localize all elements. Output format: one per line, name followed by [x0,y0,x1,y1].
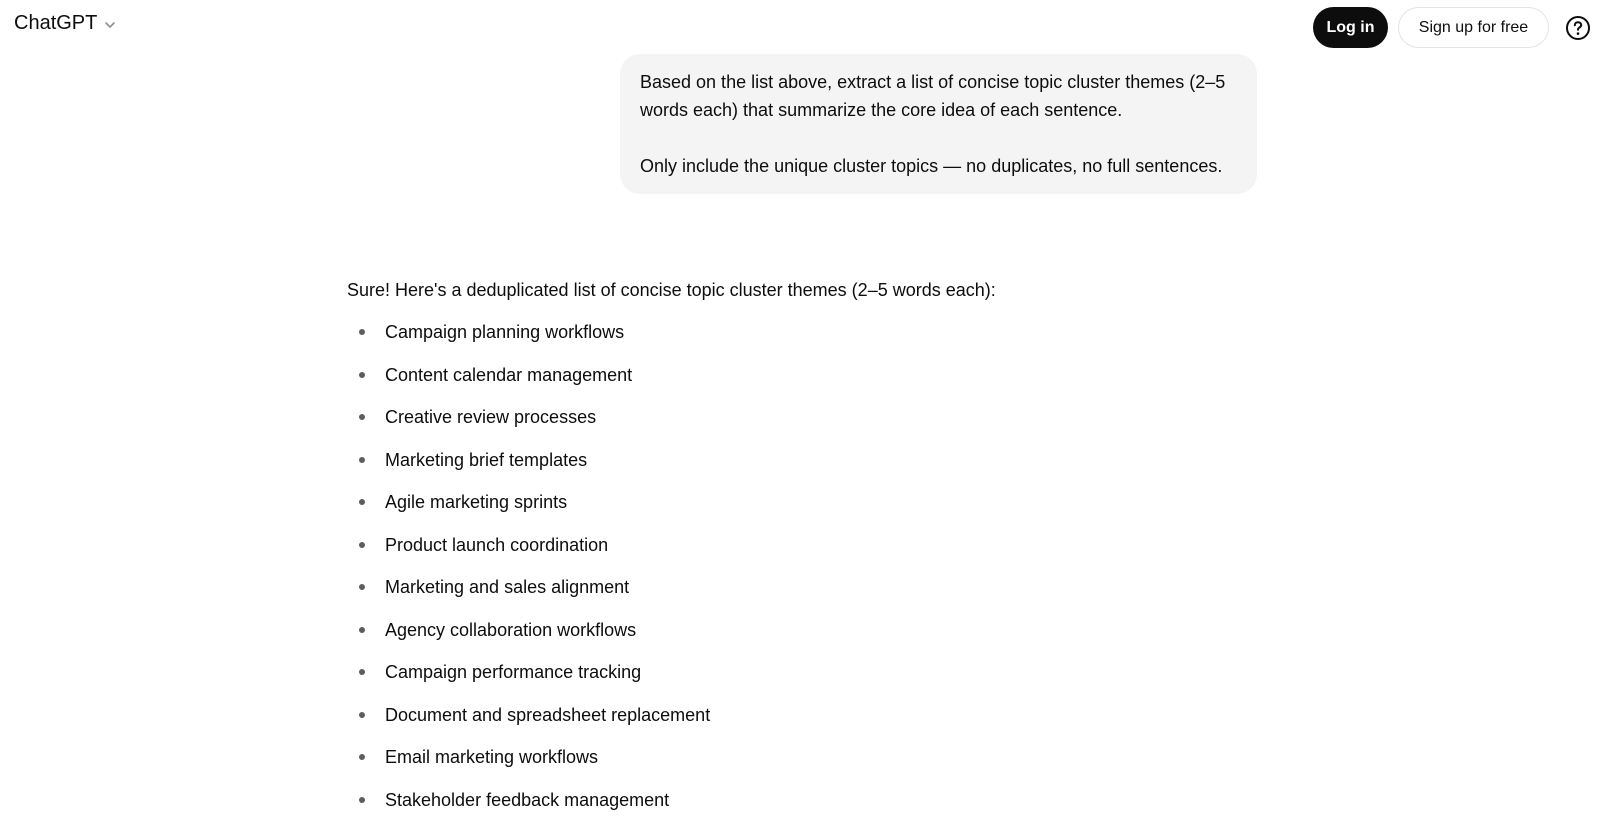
list-item-text: Marketing and sales alignment [385,577,629,597]
topic-list [347,318,1247,828]
list-item-text: Agency collaboration workflows [385,620,636,640]
top-bar [0,0,1600,56]
list-item-text: Agile marketing sprints [385,492,567,512]
list-item [347,743,1247,786]
list-item [347,573,1247,616]
bullet-icon [359,414,365,420]
list-item-text: Content calendar management [385,365,632,385]
list-item-text: Stakeholder feedback management [385,790,669,810]
user-message-bubble [620,54,1257,194]
model-switcher[interactable] [14,12,117,35]
list-item [347,658,1247,701]
list-item [347,531,1247,574]
list-item-text: Creative review processes [385,407,596,427]
list-item [347,446,1247,489]
bullet-icon [359,542,365,548]
list-item [347,616,1247,659]
help-icon[interactable] [1565,15,1591,41]
bullet-icon [359,457,365,463]
bullet-icon [359,669,365,675]
login-button[interactable]: Log in [1313,7,1388,48]
assistant-intro: Sure! Here's a deduplicated list of concise topic cluster themes (2–5 words each): [347,276,1247,304]
list-item-text: Campaign planning workflows [385,322,624,342]
list-item [347,786,1247,828]
bullet-icon [359,584,365,590]
bullet-icon [359,627,365,633]
signup-button[interactable]: Sign up for free [1398,7,1549,48]
chevron-down-icon [103,18,117,32]
bullet-icon [359,797,365,803]
bullet-icon [359,754,365,760]
list-item [347,318,1247,361]
list-item [347,361,1247,404]
assistant-message [347,276,1247,828]
list-item-text: Campaign performance tracking [385,662,641,682]
list-item-text: Product launch coordination [385,535,608,555]
list-item [347,403,1247,446]
model-label: ChatGPT [14,12,97,35]
list-item [347,488,1247,531]
user-message-paragraph: Based on the list above, extract a list of concise topic cluster themes (2–5 words each) that summarize the core idea of each sentence. [640,68,1237,124]
list-item-text: Document and spreadsheet replacement [385,705,710,725]
list-item-text: Email marketing workflows [385,747,598,767]
bullet-icon [359,329,365,335]
bullet-icon [359,499,365,505]
bullet-icon [359,712,365,718]
list-item [347,701,1247,744]
bullet-icon [359,372,365,378]
user-message-paragraph: Only include the unique cluster topics — no duplicates, no full sentences. [640,152,1237,180]
list-item-text: Marketing brief templates [385,450,587,470]
